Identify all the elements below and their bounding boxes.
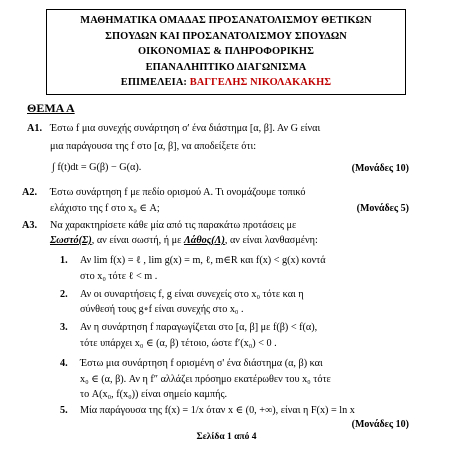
a1-formula: ∫ f(t)dt = G(β) − G(α). bbox=[52, 162, 142, 173]
editor-label: ΕΠΙΜΕΛΕΙΑ: bbox=[120, 77, 190, 88]
a2-marks: (Μονάδες 5) bbox=[356, 203, 409, 214]
a3-marks: (Μονάδες 10) bbox=[351, 419, 409, 430]
item-2-number: 2. bbox=[60, 289, 68, 300]
intro-end: , αν είναι λανθασμένη: bbox=[224, 235, 318, 246]
item-2-line-1: Αν οι συναρτήσεις f, g είναι συνεχείς στο x₀ τότε και η bbox=[80, 289, 304, 300]
a3-label: Α3. bbox=[22, 220, 37, 231]
item-4-line-1: Έστω μια συνάρτηση f ορισμένη σ' ένα διάστημα (α, β) και bbox=[80, 358, 323, 369]
a1-line-1: Έστω f μια συνεχής συνάρτηση σ' ένα διάστημα [α, β]. Αν G είναι bbox=[50, 123, 321, 134]
header-box bbox=[46, 9, 406, 95]
true-label: Σωστό(Σ) bbox=[50, 235, 92, 246]
item-1-number: 1. bbox=[60, 255, 68, 266]
item-1-line-2: στο x₀ τότε ℓ < m . bbox=[80, 271, 158, 282]
false-label: Λάθος(Λ) bbox=[183, 235, 225, 246]
header-editor bbox=[47, 75, 405, 91]
a2-line-1: Έστω συνάρτηση f με πεδίο ορισμού Α. Τι ονομάζουμε τοπικό bbox=[50, 187, 306, 198]
header-line-1: ΜΑΘΗΜΑΤΙΚΑ ΟΜΑΔΑΣ ΠΡΟΣΑΝΑΤΟΛΙΣΜΟΥ ΘΕΤΙΚΩΝ bbox=[80, 15, 372, 26]
a1-line-2: μια παράγουσα της f στο [α, β], να αποδείξετε ότι: bbox=[50, 141, 257, 152]
item-4-number: 4. bbox=[60, 358, 68, 369]
item-3-line-1: Αν η συνάρτηση f παραγωγίζεται στο [α, β] με f(β) < f(α), bbox=[80, 322, 318, 333]
item-3-line-2: τότε υπάρχει x₀ ∈ (α, β) τέτοιο, ώστε f′(x₀) < 0 . bbox=[80, 338, 277, 349]
a1-marks: (Μονάδες 10) bbox=[351, 163, 409, 174]
item-2-line-2: σύνθεσή τους g∘f είναι συνεχής στο x₀ . bbox=[80, 304, 244, 315]
item-3-number: 3. bbox=[60, 322, 68, 333]
editor-name: ΒΑΓΓΕΛΗΣ ΝΙΚΟΛΑΚΑΚΗΣ bbox=[189, 77, 332, 88]
a3-intro-line-2 bbox=[50, 235, 318, 247]
intro-mid: , αν είναι σωστή, ή με bbox=[91, 235, 184, 246]
a2-line-2: ελάχιστο της f στο x₀ ∈ Α; bbox=[50, 203, 160, 214]
section-title: ΘΕΜΑ Α bbox=[27, 101, 75, 115]
a3-intro-line-1: Να χαρακτηρίσετε κάθε μία από τις παρακάτω προτάσεις με bbox=[50, 220, 297, 231]
a1-label: Α1. bbox=[27, 123, 42, 134]
item-5-number: 5. bbox=[60, 405, 68, 416]
header-line-3: ΟΙΚΟΝΟΜΙΑΣ & ΠΛΗΡΟΦΟΡΙΚΗΣ bbox=[137, 46, 314, 57]
a2-label: Α2. bbox=[22, 187, 37, 198]
item-5-line-1: Μία παράγουσα της f(x) = 1/x όταν x ∈ (0, +∞), είναι η F(x) = ln x bbox=[80, 405, 355, 416]
item-4-line-2: x₀ ∈ (α, β). Αν η f″ αλλάζει πρόσημο εκατέρωθεν του x₀ τότε bbox=[80, 374, 331, 385]
item-4-line-3: το A(x₀, f(x₀)) είναι σημείο καμπής. bbox=[80, 389, 228, 400]
header-line-4: ΕΠΑΝΑΛΗΠΤΙΚΟ ΔΙΑΓΩΝΙΣΜΑ bbox=[145, 61, 307, 73]
header-line-2: ΣΠΟΥΔΩΝ ΚΑΙ ΠΡΟΣΑΝΑΤΟΛΙΣΜΟΥ ΣΠΟΥΔΩΝ bbox=[105, 30, 347, 42]
item-1-line-1: Αν lim f(x) = ℓ , lim g(x) = m, ℓ, m∈R και f(x) < g(x) κοντά bbox=[80, 255, 326, 266]
page-footer: Σελίδα 1 από 4 bbox=[196, 432, 257, 442]
